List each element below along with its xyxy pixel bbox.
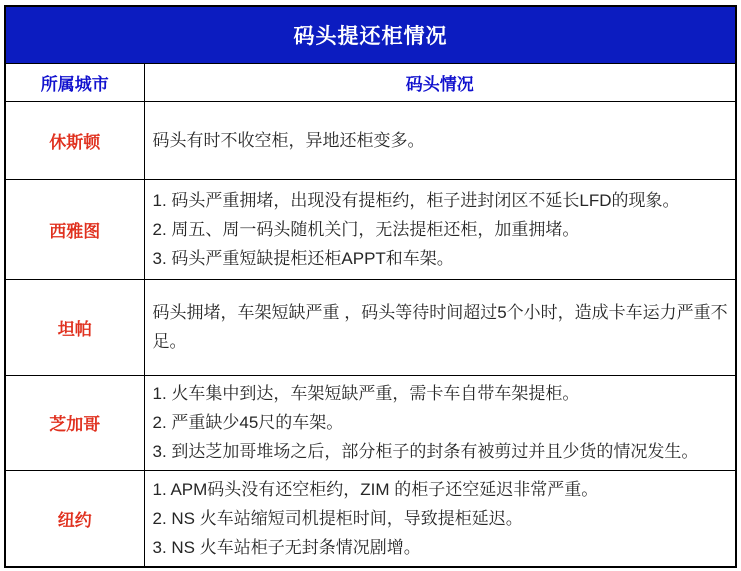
city-cell: 坦帕 <box>5 279 144 375</box>
status-line: 2. 严重缺少45尺的车架。 <box>152 413 344 432</box>
table-row-seattle <box>5 179 736 279</box>
table-title: 码头提还柜情况 <box>5 6 736 63</box>
status-line: 3. 到达芝加哥堆场之后，部分柜子的封条有被剪过并且少货的情况发生。 <box>152 442 699 461</box>
status-line: 2. 周五、周一码头随机关门，无法提柜还柜，加重拥堵。 <box>152 219 580 239</box>
status-line: 码头拥堵，车架短缺严重 ，码头等待时间超过5个小时，造成卡车运力严重不足。 <box>152 303 728 351</box>
status-line: 1. APM码头没有还空柜约，ZIM 的柜子还空延迟非常严重。 <box>152 479 599 499</box>
header-row <box>5 63 736 101</box>
status-line: 1. 码头严重拥堵，出现没有提柜约，柜子进封闭区不延长LFD的现象。 <box>152 190 680 210</box>
status-cell <box>144 375 736 470</box>
terminal-pickup-return-table <box>4 5 737 568</box>
status-cell <box>144 179 736 279</box>
status-cell <box>144 470 736 567</box>
status-cell <box>144 279 736 375</box>
status-line: 3. 码头严重短缺提柜还柜APPT和车架。 <box>152 248 454 268</box>
status-cell <box>144 101 736 179</box>
table-row-newyork <box>5 470 736 567</box>
column-header-status: 码头情况 <box>144 63 736 101</box>
table-row-houston <box>5 101 736 179</box>
table-row-chicago <box>5 375 736 470</box>
status-line: 2. NS 火车站缩短司机提柜时间，导致提柜延迟。 <box>152 508 523 528</box>
city-cell: 芝加哥 <box>5 375 144 470</box>
title-row <box>5 6 736 63</box>
city-cell: 纽约 <box>5 470 144 567</box>
table-row-tampa <box>5 279 736 375</box>
city-cell: 西雅图 <box>5 179 144 279</box>
column-header-city: 所属城市 <box>5 63 144 101</box>
city-cell: 休斯顿 <box>5 101 144 179</box>
status-line: 3. NS 火车站柜子无封条情况剧增。 <box>152 537 421 557</box>
status-line: 码头有时不收空柜，异地还柜变多。 <box>152 130 425 150</box>
status-line: 1. 火车集中到达，车架短缺严重，需卡车自带车架提柜。 <box>152 384 580 403</box>
